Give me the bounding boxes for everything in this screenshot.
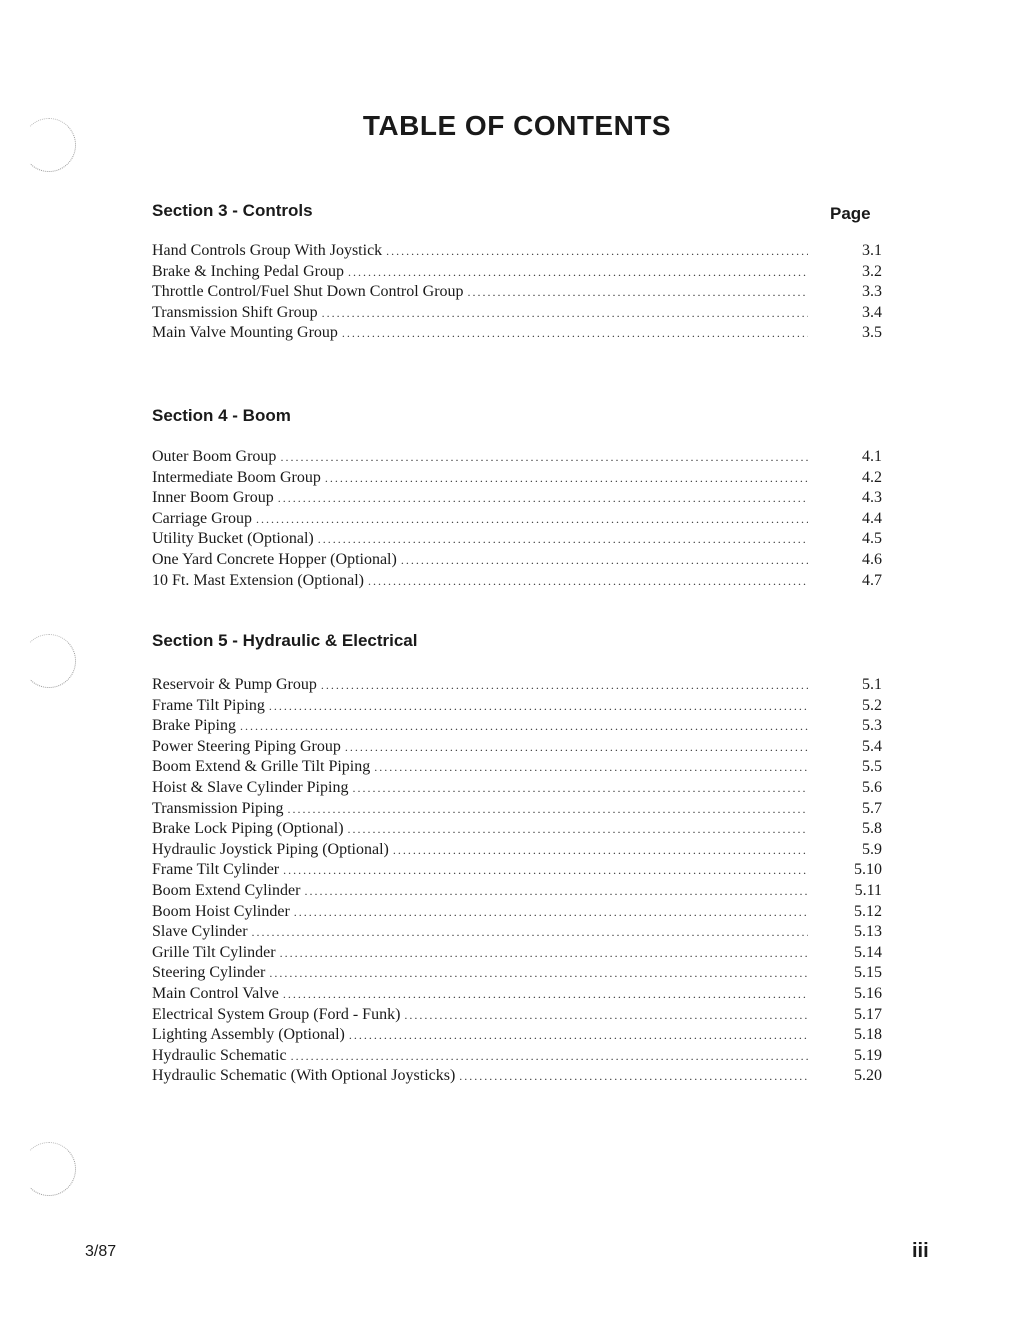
toc-entry <box>152 984 882 1005</box>
toc-entry-page: 5.13 <box>854 923 882 941</box>
toc-entry-title: Reservoir & Pump Group <box>152 676 317 693</box>
toc-entry-page: 5.18 <box>854 1026 882 1044</box>
toc-entry <box>152 943 882 964</box>
toc-entry-title: Lighting Assembly (Optional) <box>152 1026 345 1044</box>
toc-entry-title: Electrical System Group (Ford - Funk) <box>152 1005 401 1023</box>
toc-entry <box>152 241 882 262</box>
page-column-header: Page <box>830 204 871 223</box>
toc-entry <box>152 881 882 902</box>
toc-entry-title: Main Valve Mounting Group <box>152 324 338 342</box>
toc-entry-page: 5.1 <box>862 676 882 693</box>
toc-entry-page: 4.1 <box>862 448 882 465</box>
dot-leader <box>269 963 808 984</box>
toc-entry-title: Slave Cylinder <box>152 923 248 941</box>
toc-entry <box>152 737 882 758</box>
page-title: TABLE OF CONTENTS <box>362 110 672 141</box>
binder-hole-mark <box>22 1142 76 1196</box>
dot-leader <box>280 447 808 468</box>
toc-entry <box>152 1025 882 1046</box>
toc-entry-page: 5.14 <box>854 943 882 961</box>
dot-leader <box>278 488 808 509</box>
toc-entry <box>152 1005 882 1026</box>
dot-leader <box>287 799 808 820</box>
toc-entry <box>152 757 882 778</box>
toc-entry-title: Main Control Valve <box>152 984 279 1002</box>
toc-entry <box>152 262 882 283</box>
footer-page-number: iii <box>912 1240 929 1262</box>
toc-entry-title: Frame Tilt Piping <box>152 696 265 714</box>
dot-leader <box>393 840 808 861</box>
toc-entry-page: 5.17 <box>854 1005 882 1023</box>
toc-entry <box>152 303 882 324</box>
dot-leader <box>374 757 808 778</box>
toc-entry-title: Brake Piping <box>152 717 236 735</box>
toc-entry-title: One Yard Concrete Hopper (Optional) <box>152 550 397 568</box>
dot-leader <box>294 902 808 923</box>
toc-entry <box>152 963 882 984</box>
toc-entry-title: Outer Boom Group <box>152 448 277 465</box>
toc-entry-page: 5.20 <box>854 1067 882 1085</box>
dot-leader <box>325 468 808 489</box>
toc-entry <box>152 819 882 840</box>
toc-entry <box>152 323 882 344</box>
toc-entry-page: 5.7 <box>862 799 882 817</box>
toc-entry <box>152 1046 882 1067</box>
section-heading: Section 3 - Controls <box>152 201 313 220</box>
toc-entry-title: Brake & Inching Pedal Group <box>152 262 344 280</box>
dot-leader <box>280 943 808 964</box>
toc-entry-page: 5.12 <box>854 902 882 920</box>
dot-leader <box>349 1025 808 1046</box>
toc-entry-page: 3.1 <box>862 242 882 259</box>
toc-entry-page: 5.10 <box>854 861 882 879</box>
toc-entry-title: Intermediate Boom Group <box>152 468 321 486</box>
dot-leader <box>304 881 808 902</box>
toc-entry-title: Inner Boom Group <box>152 489 274 507</box>
toc-entry <box>152 716 882 737</box>
toc-entry-title: Grille Tilt Cylinder <box>152 943 276 961</box>
toc-entry <box>152 447 882 468</box>
toc-entry-title: Hydraulic Joystick Piping (Optional) <box>152 840 389 858</box>
toc-entry <box>152 902 882 923</box>
footer-date: 3/87 <box>85 1243 117 1260</box>
dot-leader <box>256 509 808 530</box>
toc-entry-page: 5.2 <box>862 696 882 714</box>
dot-leader <box>468 282 808 303</box>
dot-leader <box>283 984 808 1005</box>
dot-leader <box>342 323 808 344</box>
toc-entry-page: 4.6 <box>862 550 882 568</box>
toc-entry-page: 5.9 <box>862 840 882 858</box>
toc-entry-title: Boom Extend Cylinder <box>152 881 301 899</box>
dot-leader <box>368 571 808 592</box>
toc-entry-page: 3.4 <box>862 303 882 321</box>
toc-entry-page: 5.19 <box>854 1046 882 1064</box>
toc-entry <box>152 860 882 881</box>
toc-entry <box>152 550 882 571</box>
dot-leader <box>240 716 808 737</box>
dot-leader <box>348 262 808 283</box>
toc-entry <box>152 282 882 303</box>
toc-entry-title: Steering Cylinder <box>152 964 266 982</box>
toc-entry <box>152 922 882 943</box>
toc-entry-title: Brake Lock Piping (Optional) <box>152 820 344 838</box>
toc-list <box>152 447 882 591</box>
toc-entry-page: 3.2 <box>862 262 882 280</box>
dot-leader <box>404 1005 808 1026</box>
toc-list <box>152 675 882 1087</box>
toc-entry-page: 4.7 <box>862 571 882 589</box>
dot-leader <box>348 819 808 840</box>
toc-entry-page: 3.3 <box>862 283 882 301</box>
toc-entry-page: 5.11 <box>854 881 882 899</box>
toc-entry-page: 5.6 <box>862 778 882 796</box>
dot-leader <box>352 778 808 799</box>
toc-entry <box>152 778 882 799</box>
dot-leader <box>252 922 808 943</box>
toc-entry-title: Frame Tilt Cylinder <box>152 861 280 879</box>
dot-leader <box>321 675 808 696</box>
toc-entry-page: 5.16 <box>854 984 882 1002</box>
toc-entry-title: Hand Controls Group With Joystick <box>152 242 383 259</box>
toc-entry-page: 5.4 <box>862 737 882 755</box>
toc-entry-page: 4.3 <box>862 489 882 507</box>
dot-leader <box>401 550 808 571</box>
toc-entry-page: 3.5 <box>862 324 882 342</box>
toc-entry-page: 5.15 <box>854 964 882 982</box>
toc-list <box>152 241 882 344</box>
toc-entry-title: 10 Ft. Mast Extension (Optional) <box>152 571 364 589</box>
toc-entry-title: Hydraulic Schematic <box>152 1046 287 1064</box>
toc-entry <box>152 675 882 696</box>
toc-entry-title: Throttle Control/Fuel Shut Down Control Group <box>152 283 464 301</box>
toc-entry <box>152 509 882 530</box>
toc-entry <box>152 696 882 717</box>
dot-leader <box>318 529 808 550</box>
toc-entry <box>152 571 882 592</box>
toc-entry-title: Transmission Piping <box>152 799 284 817</box>
toc-entry <box>152 840 882 861</box>
dot-leader <box>322 303 808 324</box>
dot-leader <box>459 1066 808 1087</box>
binder-hole-mark <box>22 634 76 688</box>
toc-entry <box>152 468 882 489</box>
section-heading: Section 5 - Hydraulic & Electrical <box>152 631 418 650</box>
section-heading: Section 4 - Boom <box>152 406 291 425</box>
toc-entry-page: 4.2 <box>862 468 882 486</box>
toc-entry <box>152 799 882 820</box>
toc-entry-title: Hoist & Slave Cylinder Piping <box>152 778 349 796</box>
toc-entry-title: Utility Bucket (Optional) <box>152 530 314 548</box>
toc-entry-page: 5.5 <box>862 758 882 776</box>
toc-entry-title: Power Steering Piping Group <box>152 737 341 755</box>
toc-entry <box>152 529 882 550</box>
dot-leader <box>283 860 808 881</box>
toc-entry-title: Boom Hoist Cylinder <box>152 902 290 920</box>
dot-leader <box>291 1046 808 1067</box>
toc-entry-page: 4.4 <box>862 509 882 527</box>
toc-entry-page: 5.8 <box>862 820 882 838</box>
toc-entry <box>152 488 882 509</box>
toc-entry <box>152 1066 882 1087</box>
toc-entry-title: Transmission Shift Group <box>152 303 318 321</box>
dot-leader <box>345 737 808 758</box>
dot-leader <box>269 696 808 717</box>
toc-entry-title: Carriage Group <box>152 509 252 527</box>
toc-entry-page: 4.5 <box>862 530 882 548</box>
toc-entry-title: Boom Extend & Grille Tilt Piping <box>152 758 371 776</box>
dot-leader <box>386 241 808 262</box>
toc-entry-page: 5.3 <box>862 717 882 735</box>
toc-entry-title: Hydraulic Schematic (With Optional Joysticks) <box>152 1067 456 1085</box>
